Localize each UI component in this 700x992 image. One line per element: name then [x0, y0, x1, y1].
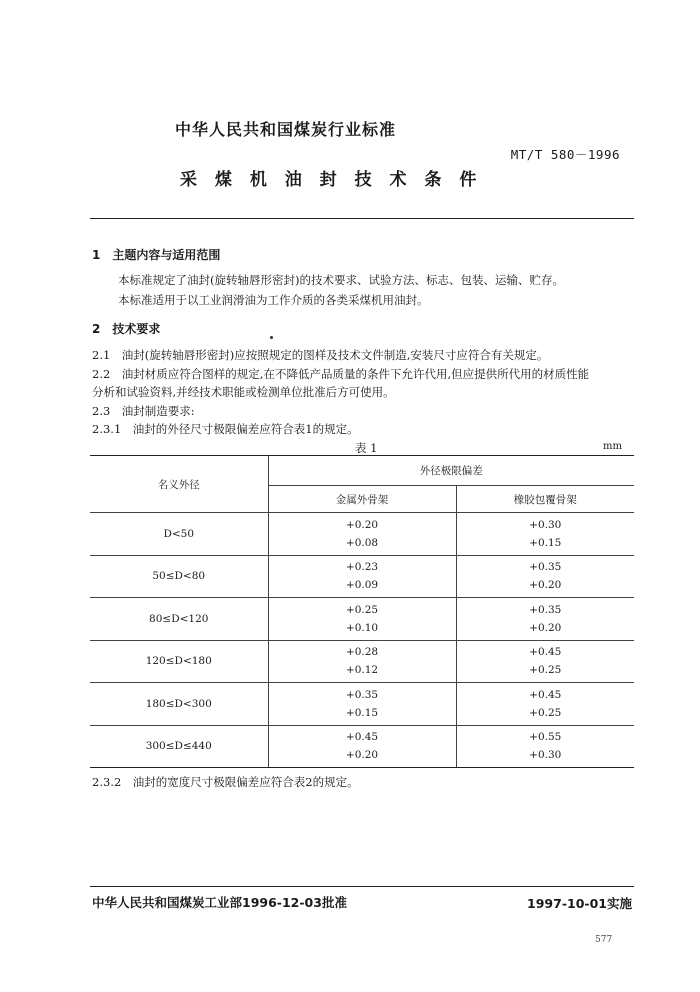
- metal-deviation-cell: [268, 640, 456, 683]
- metal-lower-deviation: +0.12: [345, 664, 379, 677]
- effective-date: 1997-10-01实施: [527, 896, 632, 911]
- nominal-range-cell: [90, 513, 268, 556]
- nominal-range-cell: [90, 555, 268, 598]
- nominal-range-cell: [90, 725, 268, 768]
- page-number: 577: [595, 935, 613, 945]
- nominal-range-cell: [90, 598, 268, 641]
- rubber-deviation-cell: [456, 640, 634, 683]
- rubber-lower-deviation: +0.30: [529, 749, 562, 762]
- metal-lower-deviation: +0.15: [345, 706, 379, 719]
- nominal-range-cell: [90, 683, 268, 726]
- rubber-upper-deviation: +0.35: [529, 561, 562, 574]
- metal-lower-deviation: +0.09: [345, 579, 379, 592]
- rubber-deviation-cell: [456, 555, 634, 598]
- table-1-unit: mm: [603, 441, 622, 452]
- nominal-range: 120≤D<180: [145, 655, 212, 668]
- metal-deviation-cell: [268, 555, 456, 598]
- issuing-organization: 中华人民共和国煤炭行业标准: [175, 120, 397, 139]
- rubber-deviation-cell: [456, 725, 634, 768]
- table-row: [90, 598, 634, 641]
- metal-upper-deviation: +0.35: [345, 688, 379, 701]
- rubber-upper-deviation: +0.45: [529, 688, 562, 701]
- rubber-upper-deviation: +0.45: [529, 646, 562, 659]
- metal-lower-deviation: +0.08: [345, 536, 379, 549]
- clause-2-3: 2.3 油封制造要求:: [92, 404, 195, 418]
- rubber-deviation-cell: [456, 598, 634, 641]
- header-metal-frame: 金属外骨架: [268, 486, 456, 513]
- nominal-range: 180≤D<300: [145, 697, 212, 710]
- metal-deviation-cell: [268, 725, 456, 768]
- section-1-para-1: 本标准规定了油封(旋转轴唇形密封)的技术要求、试验方法、标志、包装、运输、贮存。: [118, 273, 564, 287]
- rubber-deviation-cell: [456, 513, 634, 556]
- table-row: [90, 725, 634, 768]
- metal-deviation-cell: [268, 513, 456, 556]
- metal-upper-deviation: +0.45: [345, 731, 379, 744]
- standard-number: MT/T 580－1996: [510, 147, 620, 162]
- rubber-upper-deviation: +0.55: [529, 731, 562, 744]
- header-od-deviation: 外径极限偏差: [268, 456, 634, 486]
- metal-deviation-cell: [268, 598, 456, 641]
- metal-lower-deviation: +0.20: [345, 749, 379, 762]
- rubber-lower-deviation: +0.20: [529, 621, 562, 634]
- rubber-lower-deviation: +0.25: [529, 664, 562, 677]
- document-title: 采 煤 机 油 封 技 术 条 件: [180, 170, 483, 190]
- nominal-range: 50≤D<80: [152, 570, 206, 583]
- header-nominal-diameter: 名义外径: [90, 456, 268, 513]
- approval-statement: 中华人民共和国煤炭工业部1996-12-03批准: [92, 895, 347, 910]
- nominal-range: D<50: [163, 527, 195, 540]
- rubber-lower-deviation: +0.20: [529, 579, 562, 592]
- metal-upper-deviation: +0.20: [345, 518, 379, 531]
- clause-2-3-2: 2.3.2 油封的宽度尺寸极限偏差应符合表2的规定。: [92, 775, 359, 789]
- metal-upper-deviation: +0.28: [345, 646, 379, 659]
- table-row: [90, 555, 634, 598]
- clause-2-2-line-1: 2.2 油封材质应符合图样的规定,在不降低产品质量的条件下允许代用,但应提供所代用的材质性能: [92, 367, 590, 381]
- metal-upper-deviation: +0.25: [345, 603, 379, 616]
- nominal-range: 300≤D≤440: [145, 740, 212, 753]
- clause-2-3-1: 2.3.1 油封的外径尺寸极限偏差应符合表1的规定。: [92, 422, 359, 436]
- rubber-upper-deviation: +0.30: [529, 518, 562, 531]
- footer-rule: [90, 886, 634, 887]
- clause-2-2-line-2: 分析和试验资料,并经技术职能或检测单位批准后方可使用。: [92, 385, 395, 399]
- metal-lower-deviation: +0.10: [345, 621, 379, 634]
- scan-speck: [270, 336, 273, 339]
- header-rubber-frame: 橡胶包覆骨架: [456, 486, 634, 513]
- rubber-lower-deviation: +0.25: [529, 706, 562, 719]
- clause-2-1: 2.1 油封(旋转轴唇形密封)应按照规定的图样及技术文件制造,安装尺寸应符合有关规定。: [92, 348, 549, 362]
- header-rule: [90, 218, 634, 219]
- nominal-range-cell: [90, 640, 268, 683]
- section-1-para-2: 本标准适用于以工业润滑油为工作介质的各类采煤机用油封。: [118, 293, 429, 307]
- table-row: [90, 640, 634, 683]
- rubber-lower-deviation: +0.15: [529, 536, 562, 549]
- rubber-deviation-cell: [456, 683, 634, 726]
- table-1: [90, 455, 634, 768]
- nominal-range: 80≤D<120: [149, 612, 209, 625]
- metal-deviation-cell: [268, 683, 456, 726]
- table-row: [90, 513, 634, 556]
- table-1-label: 表 1: [355, 441, 378, 455]
- rubber-upper-deviation: +0.35: [529, 603, 562, 616]
- table-row: [90, 683, 634, 726]
- section-1-heading: 1 主题内容与适用范围: [92, 248, 221, 262]
- section-2-heading: 2 技术要求: [92, 322, 161, 336]
- metal-upper-deviation: +0.23: [345, 561, 379, 574]
